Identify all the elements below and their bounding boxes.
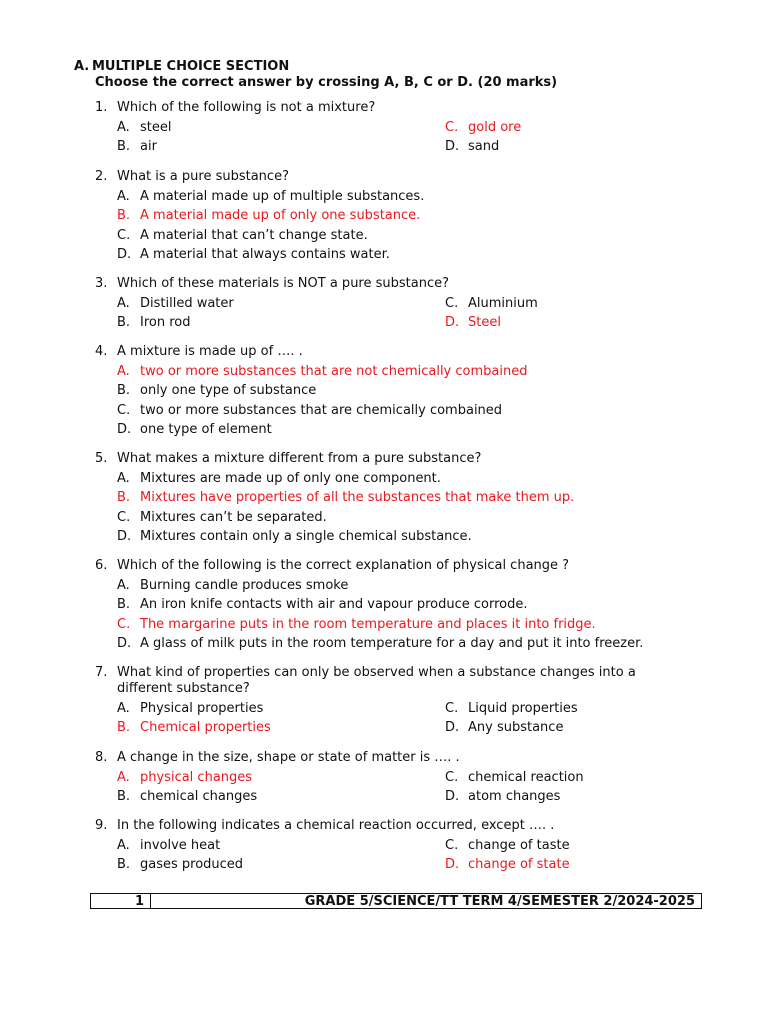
question-text (95, 665, 695, 697)
answer-option[interactable] (117, 315, 190, 331)
question (95, 750, 695, 809)
option-letter: B. (117, 208, 131, 224)
option-letter: A. (117, 578, 130, 593)
question-number: 8. (95, 750, 108, 765)
option-letter: C. (117, 227, 131, 243)
answer-option[interactable] (117, 296, 234, 312)
page-footer (90, 893, 702, 909)
footer-text: GRADE 5/SCIENCE/TT TERM 4/SEMESTER 2/2024-2025 (304, 893, 695, 909)
option-text: two or more substances that are not chemically combained (140, 364, 528, 379)
section-heading (74, 59, 289, 74)
page-number: 1 (91, 894, 151, 908)
answer-option[interactable] (445, 315, 501, 331)
question-text (95, 100, 695, 116)
option-text: involve heat (140, 838, 221, 853)
answer-option[interactable] (117, 510, 327, 526)
option-letter: C. (445, 120, 459, 135)
question-text (95, 451, 695, 467)
answer-option[interactable] (117, 208, 420, 224)
option-text: Steel (468, 315, 501, 331)
answer-option[interactable] (117, 403, 502, 419)
question-body: What kind of properties can only be observed when a substance changes into a different substance? (117, 665, 636, 696)
option-letter: C. (117, 402, 131, 418)
answer-option[interactable] (117, 857, 243, 873)
option-text: Iron rod (140, 315, 191, 331)
answer-option[interactable] (445, 770, 584, 786)
answer-option[interactable] (117, 490, 574, 506)
option-text: gold ore (468, 120, 522, 135)
question-text (95, 169, 695, 185)
option-text: chemical reaction (468, 770, 584, 785)
option-list (95, 471, 695, 548)
question-body: What makes a mixture different from a pure substance? (117, 451, 482, 466)
option-list (95, 578, 695, 655)
option-text: air (140, 139, 157, 155)
option-list (95, 701, 695, 740)
question (95, 100, 695, 159)
question (95, 451, 695, 548)
option-text: atom changes (468, 789, 561, 805)
option-letter: D. (445, 720, 460, 736)
option-list (95, 189, 695, 266)
question-text (95, 750, 695, 766)
option-letter: A. (117, 701, 130, 716)
question-body: A mixture is made up of …. . (117, 344, 303, 359)
question-body: What is a pure substance? (117, 169, 289, 184)
option-letter: C. (117, 509, 131, 525)
question-number: 4. (95, 344, 108, 359)
option-text: Chemical properties (140, 720, 271, 736)
option-text: gases produced (140, 857, 244, 873)
answer-option[interactable] (117, 189, 424, 205)
option-letter: C. (445, 296, 459, 311)
option-letter: B. (117, 857, 131, 873)
option-text: change of taste (468, 838, 570, 853)
option-text: two or more substances that are chemically combained (140, 402, 503, 418)
option-text: change of state (468, 857, 570, 873)
question (95, 818, 695, 877)
answer-option[interactable] (117, 139, 157, 155)
option-text: Any substance (468, 720, 564, 736)
option-letter: A. (117, 471, 130, 486)
question-number: 5. (95, 451, 108, 466)
option-text: Mixtures have properties of all the substances that make them up. (140, 490, 575, 506)
option-letter: C. (445, 838, 459, 853)
answer-option[interactable] (117, 578, 348, 594)
option-letter: A. (117, 296, 130, 311)
option-text: An iron knife contacts with air and vapour produce corrode. (140, 597, 528, 613)
option-letter: B. (117, 383, 131, 399)
answer-option[interactable] (445, 139, 499, 155)
answer-option[interactable] (117, 838, 220, 854)
option-text: only one type of substance (140, 383, 317, 399)
question (95, 276, 695, 335)
option-text: Burning candle produces smoke (140, 578, 349, 593)
option-list (95, 120, 695, 159)
option-text: Mixtures contain only a single chemical substance. (140, 528, 472, 544)
question-body: Which of these materials is NOT a pure substance? (117, 276, 450, 291)
option-text: one type of element (140, 421, 272, 437)
option-letter: D. (445, 315, 460, 331)
answer-option[interactable] (117, 422, 272, 438)
option-letter: B. (117, 315, 131, 331)
answer-option[interactable] (117, 471, 441, 487)
question (95, 665, 695, 740)
option-letter: A. (117, 770, 130, 785)
section-title: MULTIPLE CHOICE SECTION (92, 59, 290, 74)
option-letter: B. (117, 789, 131, 805)
option-letter: C. (445, 701, 459, 716)
option-text: Mixtures can’t be separated. (140, 509, 327, 525)
question-number: 9. (95, 818, 108, 833)
answer-option[interactable] (117, 597, 528, 613)
option-list (95, 296, 695, 335)
option-text: A material that always contains water. (140, 246, 390, 262)
question-text (95, 276, 695, 292)
option-text: physical changes (140, 770, 253, 785)
answer-option[interactable] (445, 120, 521, 136)
option-letter: A. (117, 120, 130, 135)
answer-option[interactable] (117, 617, 596, 633)
question-text (95, 818, 695, 834)
option-text: A material made up of multiple substances. (140, 189, 425, 204)
option-letter: C. (117, 616, 131, 632)
option-letter: D. (445, 857, 460, 873)
option-letter: A. (117, 364, 130, 379)
option-letter: D. (117, 528, 132, 544)
option-letter: D. (117, 246, 132, 262)
answer-option[interactable] (445, 838, 570, 854)
question-body: Which of the following is the correct explanation of physical change ? (117, 558, 570, 573)
option-text: The margarine puts in the room temperature and places it into fridge. (140, 616, 596, 632)
question (95, 558, 695, 655)
question-body: In the following indicates a chemical reaction occurred, except …. . (117, 818, 555, 833)
section-letter: A. (74, 59, 90, 74)
option-text: steel (140, 120, 172, 135)
question-number: 7. (95, 665, 108, 680)
option-text: chemical changes (140, 789, 258, 805)
option-text: Aluminium (468, 296, 538, 311)
option-letter: B. (117, 490, 131, 506)
answer-option[interactable] (117, 770, 252, 786)
question-number: 2. (95, 169, 108, 184)
answer-option[interactable] (117, 228, 368, 244)
option-text: Liquid properties (468, 701, 578, 716)
option-text: A material that can’t change state. (140, 227, 368, 243)
option-letter: A. (117, 189, 130, 204)
answer-option[interactable] (117, 247, 390, 263)
option-text: Distilled water (140, 296, 234, 311)
option-list (95, 838, 695, 877)
answer-option[interactable] (117, 529, 472, 545)
option-letter: C. (445, 770, 459, 785)
option-letter: B. (117, 720, 131, 736)
option-text: sand (468, 139, 500, 155)
option-letter: D. (117, 635, 132, 651)
answer-option[interactable] (117, 383, 316, 399)
option-text: A glass of milk puts in the room temperature for a day and put it into freezer. (140, 635, 644, 651)
option-text: A material made up of only one substance. (140, 208, 421, 224)
question-number: 1. (95, 100, 108, 115)
answer-option[interactable] (117, 720, 271, 736)
section-instruction: Choose the correct answer by crossing A, B, C or D. (20 marks) (95, 75, 558, 90)
question-text (95, 558, 695, 574)
answer-option[interactable] (117, 789, 257, 805)
question (95, 344, 695, 441)
option-letter: D. (445, 789, 460, 805)
answer-option[interactable] (445, 857, 570, 873)
option-list (95, 770, 695, 809)
option-list (95, 364, 695, 441)
option-letter: B. (117, 139, 131, 155)
option-letter: D. (445, 139, 460, 155)
question-number: 6. (95, 558, 108, 573)
question-number: 3. (95, 276, 108, 291)
question-body: A change in the size, shape or state of matter is …. . (117, 750, 460, 765)
answer-option[interactable] (445, 296, 538, 312)
question-text (95, 344, 695, 360)
option-text: Physical properties (140, 701, 264, 716)
answer-option[interactable] (117, 636, 643, 652)
answer-option[interactable] (445, 720, 563, 736)
answer-option[interactable] (117, 120, 171, 136)
question-body: Which of the following is not a mixture? (117, 100, 376, 115)
answer-option[interactable] (117, 701, 263, 717)
answer-option[interactable] (117, 364, 527, 380)
option-text: Mixtures are made up of only one component. (140, 471, 441, 486)
option-letter: B. (117, 597, 131, 613)
answer-option[interactable] (445, 789, 560, 805)
question (95, 169, 695, 266)
answer-option[interactable] (445, 701, 578, 717)
option-letter: A. (117, 838, 130, 853)
option-letter: D. (117, 421, 132, 437)
